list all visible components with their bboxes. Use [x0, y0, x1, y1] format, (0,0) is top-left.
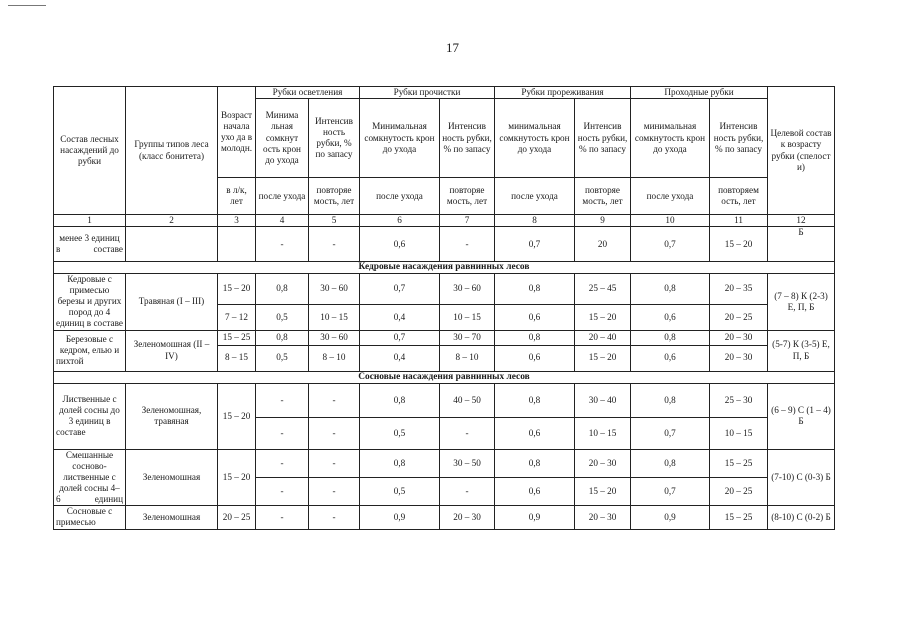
- col-number: 6: [360, 215, 440, 227]
- table-row: [54, 505, 835, 529]
- cell-value: -: [256, 477, 309, 505]
- cell-value: 0,5: [256, 304, 309, 330]
- header-group-prorezhivanie: Рубки прореживания: [495, 87, 631, 99]
- cell-start-age: [218, 227, 256, 262]
- cell-target: (7 – 8) К (2-3) Е, П, Б: [768, 274, 835, 330]
- header-start-age-unit: в л/к, лет: [218, 178, 256, 215]
- cell-value: 40 – 50: [440, 383, 495, 417]
- cell-value: 30 – 50: [440, 449, 495, 477]
- col-number: 1: [54, 215, 126, 227]
- col-number: 12: [768, 215, 835, 227]
- header-forest-type: Группы типов леса (класс бонитета): [126, 87, 218, 215]
- cell-value: 0,8: [631, 330, 710, 345]
- cell-value: 0,6: [360, 227, 440, 262]
- cell-forest-type: Травяная (I – III): [126, 274, 218, 330]
- cell-target: (8-10) С (0-2) Б: [768, 505, 835, 529]
- cell-start-age: 15 – 20: [218, 383, 256, 449]
- cell-value: 20 – 35: [710, 274, 768, 304]
- header-prorezh-repeat: повторяе мость, лет: [575, 178, 631, 215]
- cell-target: Б: [768, 227, 835, 262]
- table-row: [54, 330, 835, 345]
- cell-value: 10 – 15: [440, 304, 495, 330]
- cell-value: -: [309, 477, 360, 505]
- cell-value: 0,8: [495, 383, 575, 417]
- cell-forest-type: Зеленомошная: [126, 505, 218, 529]
- header-prorezh-after: после ухода: [495, 178, 575, 215]
- header-prohod-repeat: повторяем ость, лет: [710, 178, 768, 215]
- header-group-osvetlenie: Рубки осветления: [256, 87, 360, 99]
- header-prohod-intensity: Интенсив ность рубки, % по запасу: [710, 99, 768, 178]
- cell-value: -: [256, 449, 309, 477]
- cell-value: 30 – 70: [440, 330, 495, 345]
- header-osv-repeat: повторяе мость, лет: [309, 178, 360, 215]
- cell-value: 0,8: [495, 330, 575, 345]
- cell-value: 20 – 30: [575, 505, 631, 529]
- header-group-prochistka: Рубки прочистки: [360, 87, 495, 99]
- cell-value: 0,9: [495, 505, 575, 529]
- table-row: [54, 274, 835, 304]
- cell-value: 0,8: [631, 449, 710, 477]
- cell-value: 0,6: [495, 477, 575, 505]
- cell-value: -: [309, 383, 360, 417]
- col-number: 7: [440, 215, 495, 227]
- header-proch-after: после ухода: [360, 178, 440, 215]
- cell-value: 0,8: [360, 449, 440, 477]
- cell-value: 0,7: [360, 274, 440, 304]
- cell-value: 30 – 60: [440, 274, 495, 304]
- cell-value: 20 – 25: [710, 477, 768, 505]
- cell-value: 25 – 45: [575, 274, 631, 304]
- cell-target: (7-10) С (0-3) Б: [768, 449, 835, 505]
- cell-value: 0,8: [631, 274, 710, 304]
- col-number: 11: [710, 215, 768, 227]
- cell-value: 0,7: [360, 330, 440, 345]
- section-heading-cedar: Кедровые насаждения равнинных лесов: [54, 262, 835, 274]
- cell-value: 15 – 20: [575, 477, 631, 505]
- cell-value: 15 – 20: [575, 345, 631, 371]
- header-prohod-min-density: минимальная сомкнутость крон до ухода: [631, 99, 710, 178]
- cell-target: (5-7) К (3-5) Е, П, Б: [768, 330, 835, 371]
- cell-composition: Кедровые с примесью березы и других пород до 4 единиц в составе: [54, 274, 126, 330]
- cell-value: 30 – 40: [575, 383, 631, 417]
- header-target-composition: Целевой состав к возрасту рубки (спелост и): [768, 87, 835, 215]
- cell-value: 0,6: [495, 304, 575, 330]
- header-proch-min-density: Минимальная сомкнутость крон до ухода: [360, 99, 440, 178]
- cell-value: 8 – 10: [440, 345, 495, 371]
- cell-value: 8 – 10: [309, 345, 360, 371]
- cell-start-age: 15 – 20: [218, 449, 256, 505]
- cell-value: 0,4: [360, 345, 440, 371]
- col-number: 8: [495, 215, 575, 227]
- col-number: 9: [575, 215, 631, 227]
- header-osv-intensity: Интенсив ность рубки, % по запасу: [309, 99, 360, 178]
- cell-value: -: [440, 227, 495, 262]
- cell-composition: Березовые с кедром, елью и пихтой: [54, 330, 126, 371]
- header-prorezh-min-density: минимальная сомкнутость крон до ухода: [495, 99, 575, 178]
- cell-value: 0,8: [256, 274, 309, 304]
- cell-value: 20 – 25: [218, 505, 256, 529]
- cell-value: 20 – 30: [710, 330, 768, 345]
- cell-value: -: [256, 383, 309, 417]
- cell-value: 0,4: [360, 304, 440, 330]
- table-row: [54, 227, 835, 262]
- cell-value: 30 – 60: [309, 330, 360, 345]
- cell-value: 0,6: [631, 304, 710, 330]
- cell-composition: Смешанные сосново-лиственные с долей сосны 4– 6 единиц: [54, 449, 126, 505]
- header-composition: Состав лесных насаждений до рубки: [54, 87, 126, 215]
- cell-value: 0,7: [631, 227, 710, 262]
- cell-value: 0,9: [631, 505, 710, 529]
- cell-value: 0,8: [360, 383, 440, 417]
- cell-value: 0,7: [631, 417, 710, 449]
- cell-value: 0,9: [360, 505, 440, 529]
- page-number: 17: [446, 40, 459, 55]
- cell-value: 15 – 20: [218, 274, 256, 304]
- cell-value: -: [309, 505, 360, 529]
- cell-value: 0,8: [495, 449, 575, 477]
- col-number: 2: [126, 215, 218, 227]
- cell-value: 20 – 30: [575, 449, 631, 477]
- cell-value: 0,6: [495, 345, 575, 371]
- cell-value: 20: [575, 227, 631, 262]
- col-number: 4: [256, 215, 309, 227]
- cell-value: 20 – 40: [575, 330, 631, 345]
- header-proch-intensity: Интенсив ность рубки, % по запасу: [440, 99, 495, 178]
- cell-value: 0,5: [360, 477, 440, 505]
- header-proch-repeat: повторяе мость, лет: [440, 178, 495, 215]
- cell-value: 15 – 25: [218, 330, 256, 345]
- cell-value: 0,5: [256, 345, 309, 371]
- cell-forest-type: [126, 227, 218, 262]
- col-number: 3: [218, 215, 256, 227]
- cell-value: 0,5: [360, 417, 440, 449]
- cell-value: 20 – 30: [440, 505, 495, 529]
- table-row: [54, 383, 835, 417]
- cell-forest-type: Зеленомошная (II – IV): [126, 330, 218, 371]
- cell-forest-type: Зеленомошная: [126, 449, 218, 505]
- cell-value: 0,8: [256, 330, 309, 345]
- column-number-row: [54, 215, 835, 227]
- cell-value: 10 – 15: [309, 304, 360, 330]
- cell-composition: менее 3 единиц в составе: [54, 227, 126, 262]
- cell-value: 0,8: [631, 383, 710, 417]
- header-osv-after: после ухода: [256, 178, 309, 215]
- cell-value: -: [256, 417, 309, 449]
- cell-value: -: [256, 227, 309, 262]
- header-prohod-after: после ухода: [631, 178, 710, 215]
- cell-value: 15 – 20: [575, 304, 631, 330]
- section-heading-pine: Сосновые насаждения равнинных лесов: [54, 371, 835, 383]
- cell-value: -: [440, 417, 495, 449]
- header-start-age: Возраст начала ухо да в молодн.: [218, 87, 256, 178]
- cell-value: 0,8: [495, 274, 575, 304]
- cell-value: -: [309, 417, 360, 449]
- table-row: [54, 449, 835, 477]
- header-osv-min-density: Минима льная сомкнут ость крон до ухода: [256, 99, 309, 178]
- col-number: 5: [309, 215, 360, 227]
- header-prorezh-intensity: Интенсив ность рубки, % по запасу: [575, 99, 631, 178]
- cell-value: 8 – 15: [218, 345, 256, 371]
- cell-value: 10 – 15: [710, 417, 768, 449]
- cell-value: 10 – 15: [575, 417, 631, 449]
- cell-composition: Лиственные с долей сосны до 3 единиц в составе: [54, 383, 126, 449]
- header-group-prohodnye: Проходные рубки: [631, 87, 768, 99]
- cell-value: 15 – 25: [710, 505, 768, 529]
- cell-value: 20 – 25: [710, 304, 768, 330]
- col-number: 10: [631, 215, 710, 227]
- cell-value: 25 – 30: [710, 383, 768, 417]
- cell-value: 15 – 20: [710, 227, 768, 262]
- cell-value: 0,6: [495, 417, 575, 449]
- cell-target: (6 – 9) С (1 – 4) Б: [768, 383, 835, 449]
- cell-value: 7 – 12: [218, 304, 256, 330]
- corner-mark: [8, 5, 46, 6]
- cell-forest-type: Зеленомошная, травяная: [126, 383, 218, 449]
- cell-value: 0,7: [495, 227, 575, 262]
- cell-value: -: [256, 505, 309, 529]
- cell-value: 0,6: [631, 345, 710, 371]
- cell-value: 15 – 25: [710, 449, 768, 477]
- cell-value: -: [309, 449, 360, 477]
- cell-value: -: [309, 227, 360, 262]
- cell-composition: Сосновые с примесью: [54, 505, 126, 529]
- cell-value: 0,7: [631, 477, 710, 505]
- cell-value: -: [440, 477, 495, 505]
- forest-care-table: [53, 86, 835, 530]
- cell-value: 30 – 60: [309, 274, 360, 304]
- cell-value: 20 – 30: [710, 345, 768, 371]
